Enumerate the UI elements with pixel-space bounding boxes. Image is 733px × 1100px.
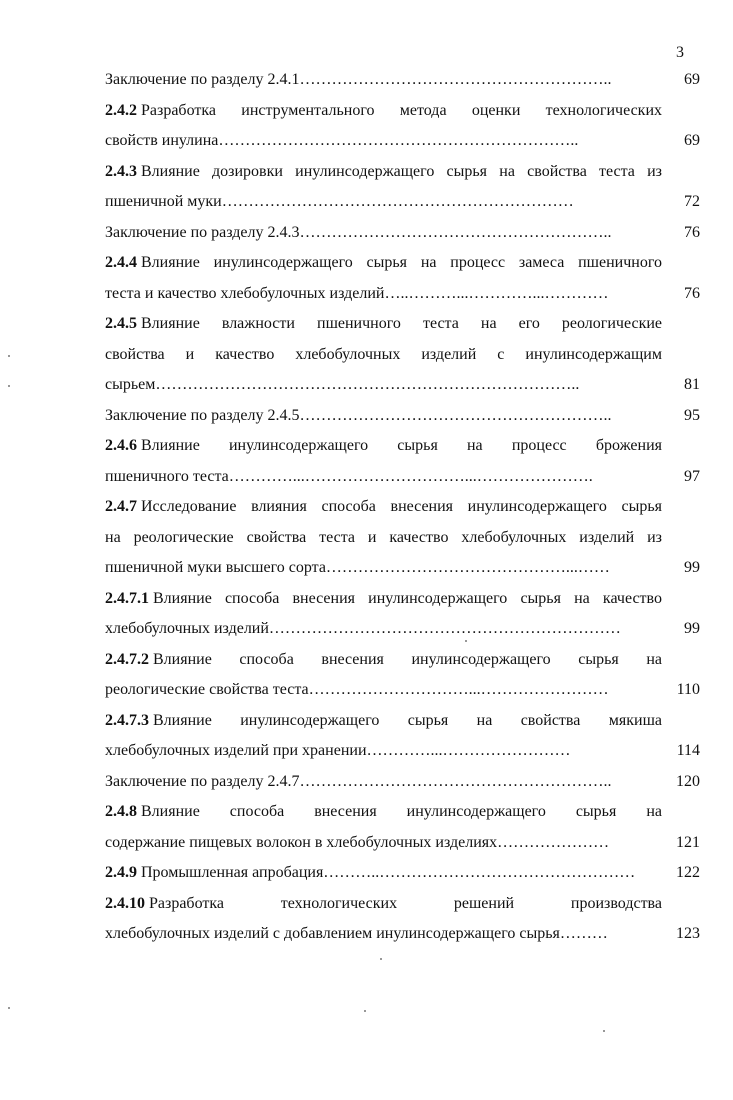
toc-line [105,584,700,615]
toc-line [105,157,700,188]
section-number: 2.4.6 [105,437,137,454]
table-of-contents [105,65,700,950]
toc-entry [105,248,700,309]
toc-text: Разработка инструментального метода оценки технологических [141,101,662,119]
toc-line [105,309,700,340]
toc-line [105,248,700,279]
toc-line [105,218,700,249]
section-number: 2.4.4 [105,254,137,271]
toc-text: Влияние инулинсодержащего сырья на свойства мякиша [153,711,662,729]
page-number: 3 [676,44,684,61]
toc-page-number: 99 [684,620,700,637]
scan-speck [8,355,10,357]
toc-line [105,65,700,96]
toc-page-number: 76 [684,284,700,302]
section-number: 2.4.7 [105,498,137,515]
section-number: 2.4.5 [105,315,137,332]
toc-line [105,736,700,767]
toc-line [105,401,700,432]
toc-entry [105,797,700,858]
section-number: 2.4.10 [105,894,145,912]
toc-text: Исследование влияния способа внесения инулинсодержащего сырья [141,498,662,515]
scan-speck [8,385,10,387]
toc-line [105,858,700,889]
toc-text: пшеничной муки………………………………………………………… [105,193,574,210]
toc-entry [105,706,700,767]
toc-entry [105,157,700,218]
toc-text: Влияние способа внесения инулинсодержащего сырья на [153,650,662,668]
toc-line [105,340,700,371]
toc-page-number: 110 [676,681,700,698]
toc-entry [105,584,700,645]
toc-entry [105,218,700,249]
toc-text: сырьем…………………………………………………………………….. [105,376,580,393]
toc-line [105,919,700,950]
toc-entry [105,65,700,96]
toc-text: пшеничной муки высшего сорта………………………………………...…… [105,559,610,576]
toc-text: свойства и качество хлебобулочных изделий с инулинсодержащим [105,345,662,363]
section-number: 2.4.3 [105,162,137,180]
toc-line [105,797,700,828]
toc-page-number: 69 [684,132,700,149]
toc-page-number: 121 [676,833,700,851]
toc-page-number: 99 [684,559,700,576]
toc-page-number: 69 [684,71,700,88]
toc-line [105,431,700,462]
toc-text: Заключение по разделу 2.4.7………………………………………………….. [105,772,612,790]
toc-page-number: 81 [684,376,700,393]
toc-entry [105,645,700,706]
toc-line [105,767,700,798]
toc-entry [105,889,700,950]
toc-page-number: 72 [684,193,700,210]
toc-line [105,96,700,127]
toc-line [105,187,700,218]
toc-line [105,706,700,737]
toc-page-number: 97 [684,467,700,485]
toc-text: хлебобулочных изделий при хранении…………...…………………… [105,742,571,759]
scan-speck [603,1030,605,1032]
toc-text: свойств инулина………………………………………………………….. [105,132,579,149]
toc-entry [105,492,700,584]
toc-line [105,645,700,676]
toc-text: Заключение по разделу 2.4.3………………………………………………….. [105,223,612,241]
toc-line [105,553,700,584]
toc-page-number: 95 [684,406,700,424]
toc-line [105,828,700,859]
section-number: 2.4.7.1 [105,589,149,607]
toc-page-number: 76 [684,223,700,241]
toc-text: Влияние инулинсодержащего сырья на процесс брожения [141,437,662,454]
toc-text: хлебобулочных изделий с добавлением инулинсодержащего сырья……… [105,925,608,942]
toc-line [105,675,700,706]
section-number: 2.4.9 [105,864,137,881]
toc-entry [105,309,700,401]
toc-text: на реологические свойства теста и качество хлебобулочных изделий из [105,528,662,546]
toc-line [105,462,700,493]
scan-speck [8,1007,10,1009]
toc-text: Влияние влажности пшеничного теста на его реологические [141,315,662,332]
toc-page-number: 122 [676,864,700,881]
section-number: 2.4.2 [105,101,137,119]
toc-text: содержание пищевых волокон в хлебобулочных изделиях………………… [105,833,610,851]
section-number: 2.4.7.2 [105,650,149,668]
toc-entry [105,858,700,889]
toc-text: Разработка технологических решений производства [149,894,662,912]
toc-line [105,614,700,645]
scan-speck [364,1010,366,1012]
scan-speck [465,640,467,642]
toc-page-number: 120 [676,772,700,790]
toc-line [105,370,700,401]
toc-text: Влияние дозировки инулинсодержащего сырья на свойства теста из [141,162,662,180]
toc-text: Промышленная апробация………..………………………………………… [141,864,636,881]
toc-text: Заключение по разделу 2.4.1………………………………………………….. [105,71,612,88]
toc-text: пшеничного теста…………...…………………………...…………………. [105,467,593,485]
toc-line [105,126,700,157]
toc-entry [105,767,700,798]
section-number: 2.4.7.3 [105,711,149,729]
toc-text: теста и качество хлебобулочных изделий…..………...…………...………… [105,284,609,302]
toc-text: хлебобулочных изделий………………………………………………………… [105,620,621,637]
toc-text: Влияние способа внесения инулинсодержащего сырья на качество [153,589,662,607]
toc-page-number: 114 [676,742,700,759]
toc-text: Заключение по разделу 2.4.5………………………………………………….. [105,406,612,424]
section-number: 2.4.8 [105,803,137,820]
toc-entry [105,401,700,432]
toc-line [105,279,700,310]
toc-line [105,523,700,554]
toc-line [105,492,700,523]
toc-text: Влияние способа внесения инулинсодержащего сырья на [141,803,662,820]
toc-text: реологические свойства теста…………………………...…………………… [105,681,609,698]
toc-page-number: 123 [676,925,700,942]
toc-entry [105,96,700,157]
toc-entry [105,431,700,492]
toc-text: Влияние инулинсодержащего сырья на процесс замеса пшеничного [141,254,662,271]
toc-line [105,889,700,920]
scan-speck [380,958,382,960]
